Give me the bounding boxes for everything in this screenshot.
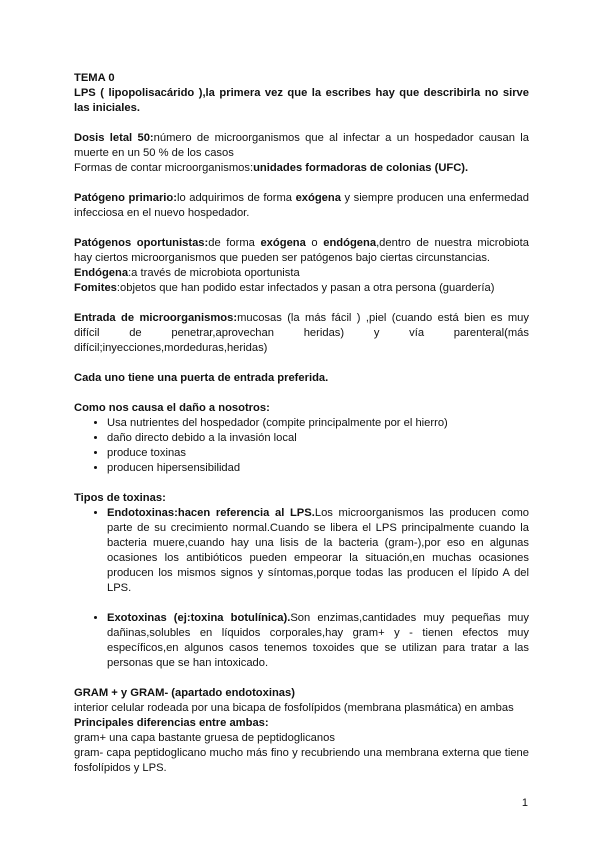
toxinas-list xyxy=(74,506,529,671)
puerta-entrada-paragraph: Cada uno tiene una puerta de entrada preferida. xyxy=(74,372,329,384)
list-item: • producen hipersensibilidad xyxy=(107,461,529,476)
toxinas-title: Tipos de toxinas: xyxy=(74,492,166,504)
list-item: • Usa nutrientes del hospedador (compite principalmente por el hierro) xyxy=(107,416,529,431)
dano-list xyxy=(74,416,529,476)
gram-title: GRAM + y GRAM- (apartado endotoxinas) xyxy=(74,687,295,699)
fomites-paragraph: Fomites:objetos que han podido estar infectados y pasan a otra persona (guardería) xyxy=(74,282,495,294)
endogena-paragraph: Endógena:a través de microbiota oportunista xyxy=(74,267,300,279)
dano-title: Como nos causa el daño a nosotros: xyxy=(74,402,270,414)
page-number: 1 xyxy=(521,797,528,809)
list-item: • produce toxinas xyxy=(107,446,529,461)
gram-line-2: gram+ una capa bastante gruesa de peptidoglicanos xyxy=(74,732,335,744)
gram-line-3: gram- capa peptidoglicano mucho más fino y recubriendo una membrana externa que tiene fosfolípidos y LPS. xyxy=(74,747,529,774)
dosis-letal-paragraph: Dosis letal 50:número de microorganismos que al infectar a un hospedador causan la muerte en un 50 % de los casos xyxy=(74,132,529,159)
page-heading: TEMA 0 xyxy=(74,72,115,84)
page-content xyxy=(74,71,529,776)
lps-note: LPS ( lipopolisacárido ),la primera vez que la escribes hay que describirla no sirve las iniciales. xyxy=(74,87,529,114)
list-item: • daño directo debido a la invasión local xyxy=(107,431,529,446)
gram-line-1: interior celular rodeada por una bicapa de fosfolípidos (membrana plasmática) en ambas xyxy=(74,702,514,714)
entrada-paragraph: Entrada de microorganismos:mucosas (la más fácil ) ,piel (cuando está bien es muy difícil de penetrar,aprovechan heridas) y vía parenteral(más difícil;inyecciones,mordeduras,heridas) xyxy=(74,312,529,354)
gram-subtitle: Principales diferencias entre ambas: xyxy=(74,717,269,729)
endotoxinas-item: • Endotoxinas:hacen referencia al LPS.Los microorganismos las producen como parte de su crecimiento normal.Cuando se libera el LPS principalmente cuando la bacteria muere,cuando hay una lisis de la bacteria (gram-),por eso en algunas ocasiones los antibióticos pueden empeorar la situación,en muchas ocasiones producen los mismos signos y síntomas,porque todas las producen el lípido A del LPS. xyxy=(107,506,529,596)
formas-contar-paragraph: Formas de contar microorganismos:unidades formadoras de colonias (UFC). xyxy=(74,162,469,174)
patogeno-primario-paragraph: Patógeno primario:lo adquirimos de forma exógena y siempre producen una enfermedad infecciosa en el nuevo hospedador. xyxy=(74,192,529,219)
exotoxinas-item: • Exotoxinas (ej:toxina botulínica).Son enzimas,cantidades muy pequeñas muy dañinas,solubles en líquidos corporales,hay gram+ y - tienen efectos muy específicos,en algunos casos tenemos toxoides que se utilizan para tratar a las personas que se han intoxicado. xyxy=(107,611,529,671)
patogenos-oportunistas-paragraph: Patógenos oportunistas:de forma exógena o endógena,dentro de nuestra microbiota hay ciertos microorganismos que pueden ser patógenos bajo ciertas circunstancias. xyxy=(74,237,529,264)
